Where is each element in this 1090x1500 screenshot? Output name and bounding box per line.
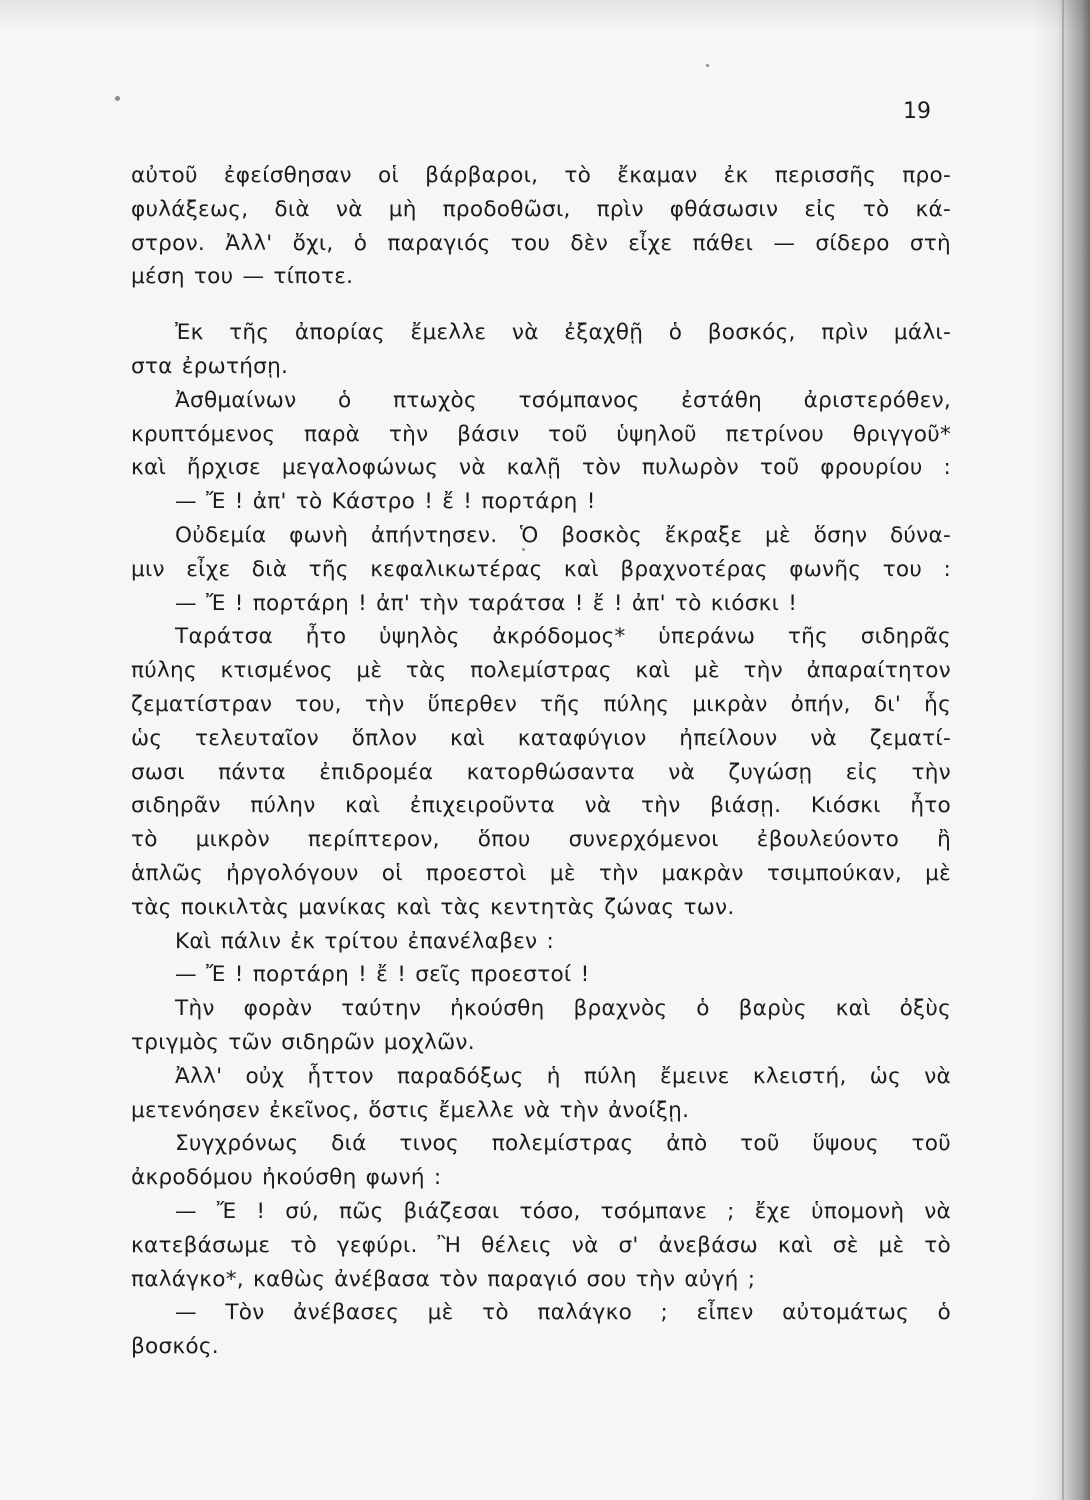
text-line: κατεβάσωμε τὸ γεφύρι. Ἢ θέλεις νὰ σ' ἀνεβάσω καὶ σὲ μὲ τὸ	[131, 1232, 951, 1258]
scan-top-shading	[0, 0, 1090, 30]
text-line: σωσι πάντα ἐπιδρομέα κατορθώσαντα νὰ ζυγώσῃ εἰς τὴν	[131, 759, 951, 785]
scan-speck	[115, 96, 120, 101]
text-line: Ἐκ τῆς ἀπορίας ἔμελλε νὰ ἐξαχθῇ ὁ βοσκός, πρὶν μάλι-	[175, 320, 951, 346]
page-edge-line	[1062, 0, 1064, 1500]
text-line: Ἀσθμαίνων ὁ πτωχὸς τσόμπανος ἐστάθη ἀριστερόθεν,	[175, 387, 951, 413]
text-line: Ταράτσα ἦτο ὑψηλὸς ἀκρόδομος* ὑπεράνω τῆς σιδηρᾶς	[175, 624, 951, 650]
text-line: κρυπτόμενος παρὰ τὴν βάσιν τοῦ ὑψηλοῦ πετρίνου θριγγοῦ*	[131, 421, 951, 447]
text-line: πύλης κτισμένος μὲ τὰς πολεμίστρας καὶ μὲ τὴν ἀπαραίτητον	[131, 658, 951, 684]
text-line: — Τὸν ἀνέβασες μὲ τὸ παλάγκο ; εἶπεν αὐτομάτως ὁ	[175, 1300, 951, 1326]
text-line: ὡς τελευταῖον ὅπλον καὶ καταφύγιον ἠπείλουν νὰ ζεματί-	[131, 725, 951, 751]
text-line: — Ἔ ! ἀπ' τὸ Κάστρο ! ἔ ! πορτάρη !	[175, 489, 596, 515]
text-line: στα ἐρωτήσῃ.	[131, 353, 289, 379]
text-line: Καὶ πάλιν ἐκ τρίτου ἐπανέλαβεν :	[175, 928, 554, 954]
text-line: ἀκροδόμου ἠκούσθη φωνή :	[131, 1165, 442, 1191]
text-line: Συγχρόνως διά τινος πολεμίστρας ἀπὸ τοῦ ὕψους τοῦ	[175, 1131, 951, 1157]
text-line: φυλάξεως, διὰ νὰ μὴ προδοθῶσι, πρὶν φθάσωσιν εἰς τὸ κά-	[131, 196, 951, 222]
body-text	[131, 159, 951, 1364]
text-line: μιν εἶχε διὰ τῆς κεφαλικωτέρας καὶ βραχνοτέρας φωνῆς του :	[131, 556, 951, 582]
text-line: — Ἔ ! πορτάρη ! ἔ ! σεῖς προεστοί !	[175, 962, 590, 988]
text-line: Ἀλλ' οὐχ ἧττον παραδόξως ἡ πύλη ἔμεινε κλειστή, ὡς νὰ	[175, 1063, 951, 1089]
text-line: σιδηρᾶν πύλην καὶ ἐπιχειροῦντα νὰ τὴν βιάσῃ. Κιόσκι ἦτο	[131, 793, 951, 819]
text-line: στρον. Ἀλλ' ὄχι, ὁ παραγιός του δὲν εἶχε πάθει — σίδερο στὴ	[131, 230, 951, 256]
text-line: μέση του — τίποτε.	[131, 264, 354, 290]
text-line: τὸ μικρὸν περίπτερον, ὅπου συνερχόμενοι ἐβουλεύοντο ἢ	[131, 827, 951, 853]
text-line: τὰς ποικιλτὰς μανίκας καὶ τὰς κεντητὰς ζώνας των.	[131, 894, 735, 920]
page-edge-shadow	[1030, 0, 1090, 1500]
text-line: ἁπλῶς ἠργολόγουν οἱ προεστοὶ μὲ τὴν μακρὰν τσιμπούκαν, μὲ	[131, 860, 951, 886]
scan-speck	[706, 64, 709, 67]
text-line: αὐτοῦ ἐφείσθησαν οἱ βάρβαροι, τὸ ἔκαμαν ἐκ περισσῆς προ-	[131, 163, 951, 188]
text-line: Τὴν φορὰν ταύτην ἠκούσθη βραχνὸς ὁ βαρὺς καὶ ὀξὺς	[175, 996, 951, 1022]
text-line: καὶ ἤρχισε μεγαλοφώνως νὰ καλῇ τὸν πυλωρὸν τοῦ φρουρίου :	[131, 455, 951, 481]
text-line: τριγμὸς τῶν σιδηρῶν μοχλῶν.	[131, 1029, 475, 1055]
text-line: — Ἔ ! πορτάρη ! ἀπ' τὴν ταράτσα ! ἔ ! ἀπ' τὸ κιόσκι !	[175, 590, 798, 616]
text-line: βοσκός.	[131, 1334, 219, 1360]
text-line: μετενόησεν ἐκεῖνος, ὅστις ἔμελλε νὰ τὴν ἀνοίξῃ.	[131, 1097, 690, 1123]
page-number: 19	[903, 99, 931, 124]
text-line: Οὐδεμία φωνὴ ἀπήντησεν. Ὁ βοσκὸς ἔκραξε μὲ ὅσην δύνα-	[175, 522, 951, 548]
text-line: παλάγκο*, καθὼς ἀνέβασα τὸν παραγιό σου τὴν αὐγή ;	[131, 1266, 756, 1292]
text-line: — Ἔ ! σύ, πῶς βιάζεσαι τόσο, τσόμπανε ; ἔχε ὑπομονὴ νὰ	[175, 1198, 951, 1224]
text-line: ζεματίστραν του, τὴν ὕπερθεν τῆς πύλης μικρὰν ὀπήν, δι' ἧς	[131, 691, 951, 717]
